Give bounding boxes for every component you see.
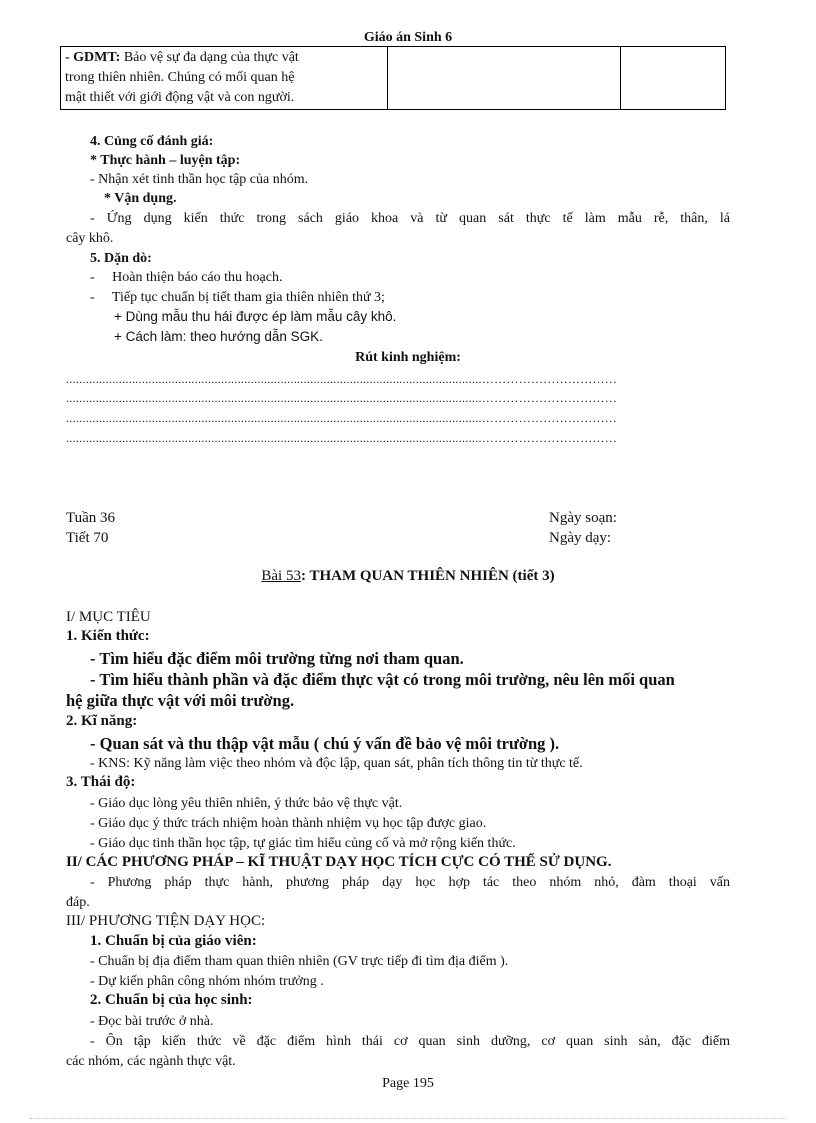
teacher-prep-item-2: - Dự kiến phân công nhóm nhóm trưởng .	[90, 974, 324, 989]
attitude-item-3: - Giáo dục tinh thần học tập, tự giác tìm hiểu củng cố và mở rộng kiến thức.	[90, 836, 516, 851]
page-number: Page 195	[382, 1076, 434, 1091]
lesson-label: Bài 53	[261, 568, 301, 584]
experience-dotted-line: ..............................................................................................................................……………………………	[66, 411, 618, 425]
attitude-item-1: - Giáo dục lòng yêu thiên nhiên, ý thức bảo vệ thực vật.	[90, 796, 403, 811]
table-cell-empty	[388, 47, 621, 110]
footer-divider	[30, 1118, 786, 1119]
table-cell-content: - GDMT: Bảo vệ sự đa dạng của thực vật trong thiên nhiên. Chúng có mối quan hệ mật thiết với giới động vật và con người.	[61, 47, 388, 110]
experience-dotted-line: ..............................................................................................................................……………………………	[66, 391, 618, 405]
skills-item-1: - Quan sát và thu thập vật mẫu ( chú ý vấn đề bảo vệ môi trường ).	[90, 734, 560, 753]
teacher-prep-title: 1. Chuẩn bị của giáo viên:	[90, 933, 257, 949]
practice-item: - Nhận xét tinh thần học tập của nhóm.	[90, 172, 309, 187]
gdmt-label: - GDMT:	[65, 50, 121, 65]
student-prep-item-1: - Đọc bài trước ở nhà.	[90, 1014, 214, 1029]
apply-title: * Vận dụng.	[104, 191, 177, 206]
student-prep-item-2a: - Ôn tập kiến thức về đặc điểm hình thái cơ quan sinh dưỡng, cơ quan sinh sản, đặc điểm	[90, 1034, 730, 1049]
experience-title: Rút kinh nghiệm:	[355, 350, 461, 365]
experience-dotted-line: ..............................................................................................................................……………………………	[66, 431, 618, 445]
methods-heading: II/ CÁC PHƯƠNG PHÁP – KĨ THUẬT DẠY HỌC TÍCH CỰC CÓ THỂ SỬ DỤNG.	[66, 854, 612, 870]
continuation-table	[60, 46, 726, 110]
objectives-heading: I/ MỤC TIÊU	[66, 609, 151, 625]
homework-sub-2: + Cách làm: theo hướng dẫn SGK.	[114, 329, 323, 344]
knowledge-item-2a: - Tìm hiểu thành phần và đặc điểm thực vật có trong môi trường, nêu lên mối quan	[90, 670, 675, 689]
methods-line-1: - Phương pháp thực hành, phương pháp dạy học hợp tác theo nhóm nhỏ, đàm thoại vấn	[90, 875, 730, 890]
knowledge-title: 1. Kiến thức:	[66, 628, 150, 644]
teacher-prep-item-1: - Chuẩn bị địa điểm tham quan thiên nhiên (GV trực tiếp đi tìm địa điểm ).	[90, 954, 509, 969]
apply-line-2: cây khô.	[66, 231, 114, 246]
table-cell-empty	[621, 47, 726, 110]
methods-line-2: đáp.	[66, 895, 90, 910]
lesson-title: Bài 53: THAM QUAN THIÊN NHIÊN (tiết 3)	[261, 568, 555, 584]
teach-date-label: Ngày dạy:	[549, 530, 612, 546]
homework-item-1: - Hoàn thiện báo cáo thu hoạch.	[90, 270, 283, 285]
apply-line-1: - Ứng dụng kiến thức trong sách giáo khoa và từ quan sát thực tế làm mẫu rễ, thân, lá	[90, 211, 730, 226]
prep-date-label: Ngày soạn:	[549, 510, 617, 526]
knowledge-item-1: - Tìm hiểu đặc điểm môi trường từng nơi tham quan.	[90, 649, 464, 668]
student-prep-item-2b: các nhóm, các ngành thực vật.	[66, 1054, 236, 1069]
skills-title: 2. Kĩ năng:	[66, 713, 138, 729]
week-label: Tuần 36	[66, 510, 116, 526]
practice-title: * Thực hành – luyện tập:	[90, 153, 241, 168]
attitude-title: 3. Thái độ:	[66, 774, 136, 790]
student-prep-title: 2. Chuẩn bị của học sinh:	[90, 992, 253, 1008]
section-4-title: 4. Củng cố đánh giá:	[90, 134, 214, 149]
homework-item-2: - Tiếp tục chuẩn bị tiết tham gia thiên nhiên thứ 3;	[90, 290, 385, 305]
skills-item-2: - KNS: Kỹ năng làm việc theo nhóm và độc lập, quan sát, phân tích thông tin từ thực tế.	[90, 756, 583, 771]
period-label: Tiết 70	[66, 530, 109, 546]
section-5-title: 5. Dặn dò:	[90, 251, 152, 266]
experience-dotted-line: ..............................................................................................................................……………………………	[66, 372, 618, 386]
homework-sub-1: + Dùng mẫu thu hái được ép làm mẫu cây khô.	[114, 309, 397, 324]
page-header: Giáo án Sinh 6	[363, 30, 453, 45]
knowledge-item-2b: hệ giữa thực vật với môi trường.	[66, 691, 295, 710]
means-heading: III/ PHƯƠNG TIỆN DẠY HỌC:	[66, 913, 266, 929]
attitude-item-2: - Giáo dục ý thức trách nhiệm hoàn thành nhiệm vụ học tập được giao.	[90, 816, 487, 831]
